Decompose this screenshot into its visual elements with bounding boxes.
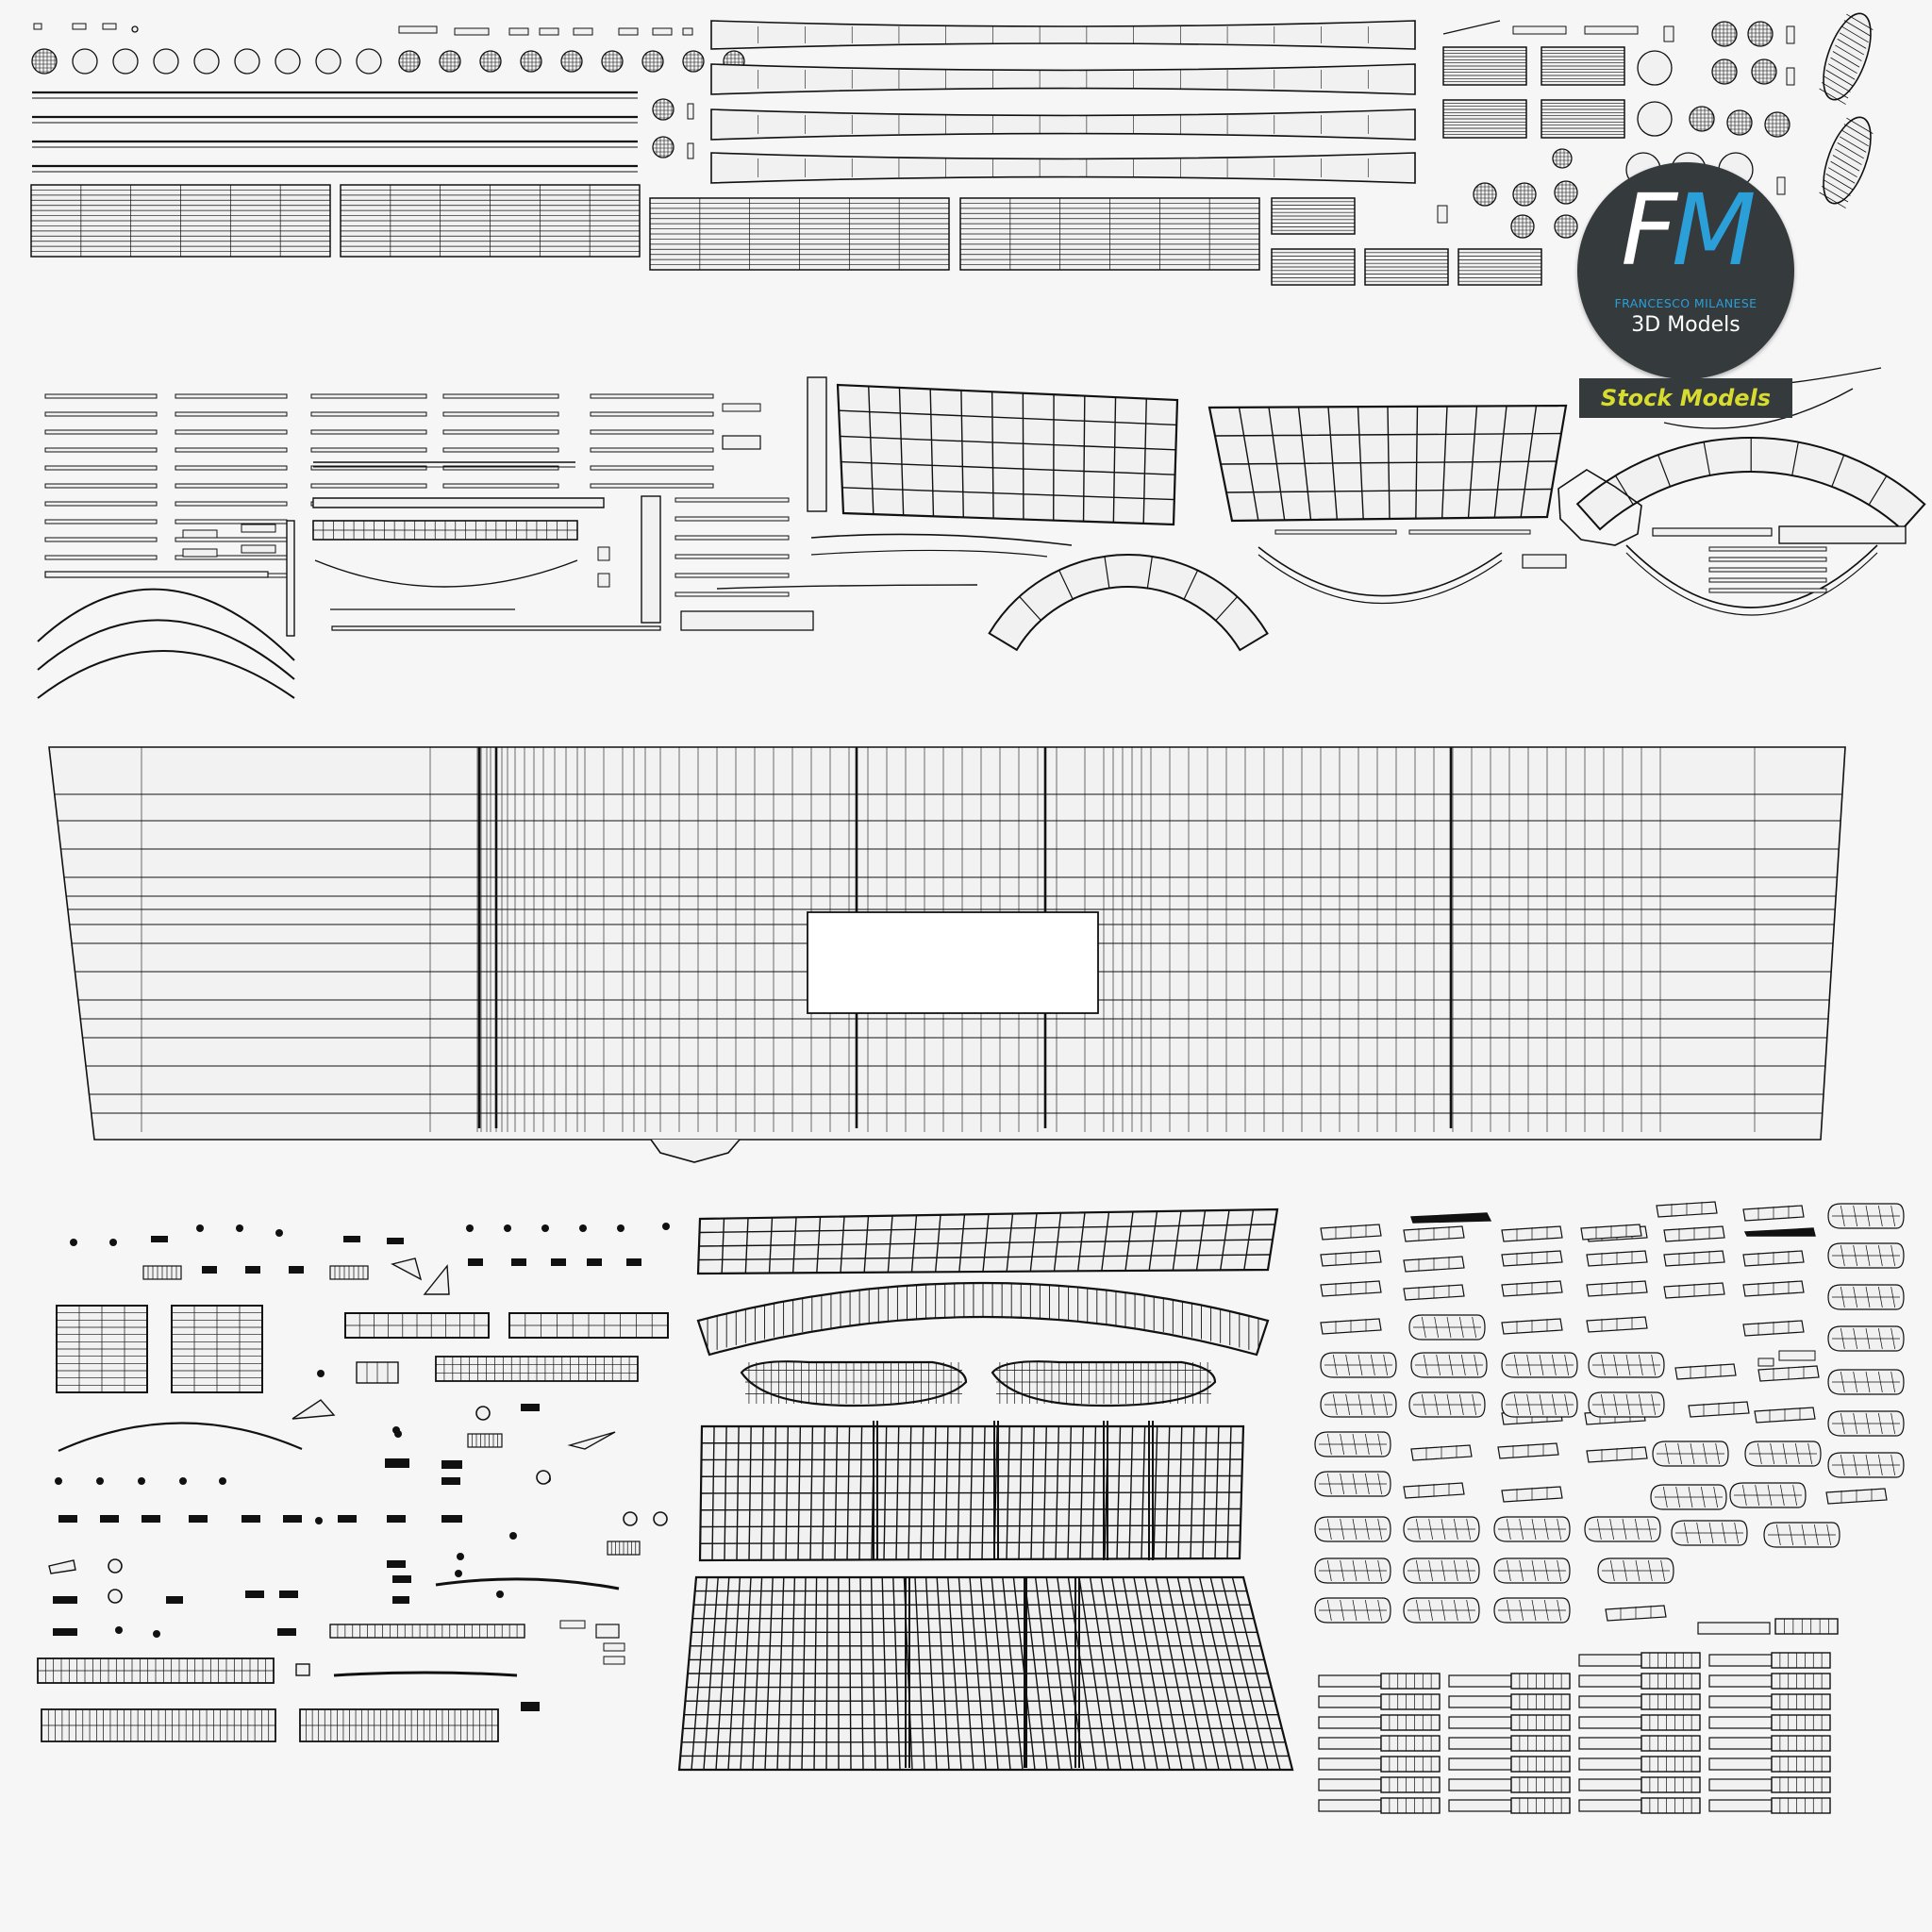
uv-shell-block <box>277 1628 296 1636</box>
uv-strip <box>717 585 977 589</box>
uv-shell <box>808 912 1098 1013</box>
uv-shell <box>73 24 86 29</box>
uv-shell <box>1275 530 1396 534</box>
uv-shell <box>45 484 157 488</box>
uv-shell-block <box>521 1702 540 1711</box>
uv-shell <box>1511 1736 1570 1751</box>
uv-strip <box>711 64 1415 94</box>
uv-shell-circle <box>1638 51 1672 85</box>
uv-shell <box>1641 1777 1700 1792</box>
uv-strip <box>436 1579 619 1589</box>
uv-shell <box>1641 1736 1700 1751</box>
uv-shell-dot <box>662 1223 670 1230</box>
uv-shell <box>598 574 609 587</box>
logo-monogram <box>1577 173 1794 288</box>
uv-strip <box>1443 21 1500 34</box>
uv-shell <box>688 143 693 158</box>
uv-shell <box>1579 1717 1641 1728</box>
uv-shell <box>675 555 789 558</box>
uv-shell-circle <box>194 49 219 74</box>
uv-shell <box>688 104 693 119</box>
uv-shell <box>1641 1798 1700 1813</box>
uv-shell <box>1641 1653 1700 1668</box>
uv-shell-block <box>142 1515 160 1523</box>
uv-shell <box>1709 578 1826 582</box>
uv-shell <box>45 412 157 416</box>
uv-shell <box>175 394 287 398</box>
uv-shell-circle <box>440 51 460 72</box>
uv-shell-dot <box>236 1224 243 1232</box>
uv-shell-circle <box>73 49 97 74</box>
uv-shell <box>598 547 609 560</box>
uv-shell-circle <box>316 49 341 74</box>
uv-shell <box>1511 1757 1570 1772</box>
uv-shell-block <box>441 1515 462 1523</box>
uv-shell-circle <box>235 49 259 74</box>
uv-shell <box>1449 1800 1511 1811</box>
uv-shell-dot <box>504 1224 511 1232</box>
uv-shell-dot <box>509 1532 517 1540</box>
uv-shell <box>1641 1715 1700 1730</box>
uv-strip <box>49 1560 75 1574</box>
uv-shell <box>641 496 660 623</box>
uv-shell <box>45 520 157 524</box>
uv-shell <box>1641 1757 1700 1772</box>
uv-shell <box>1709 568 1826 572</box>
uv-shell-block <box>279 1591 298 1598</box>
uv-shell-dot <box>315 1517 323 1524</box>
uv-shell <box>455 28 489 35</box>
uv-strip <box>811 550 1047 557</box>
uv-strip <box>292 1400 334 1419</box>
uv-shell-block <box>343 1236 360 1242</box>
uv-strip <box>1258 547 1502 596</box>
uv-shell-block <box>387 1560 406 1568</box>
uv-shell-block <box>100 1515 119 1523</box>
uv-shell-block <box>53 1596 77 1604</box>
uv-shell <box>681 611 813 630</box>
uv-shell-block <box>521 1404 540 1411</box>
uv-shell-circle <box>521 51 541 72</box>
uv-shell-circle <box>113 49 138 74</box>
uv-shell <box>1381 1777 1440 1792</box>
uv-shell <box>683 28 692 35</box>
uv-strip <box>38 620 294 679</box>
uv-strip <box>58 1423 302 1451</box>
uv-shell-dot <box>317 1370 325 1377</box>
uv-shell <box>1709 558 1826 561</box>
uv-shell-dot <box>466 1224 474 1232</box>
uv-shell <box>1698 1623 1770 1634</box>
uv-shell-circle <box>154 49 178 74</box>
uv-shell <box>443 448 558 452</box>
logo-letter-f: F <box>1621 173 1673 288</box>
uv-shell <box>723 436 760 449</box>
uv-shell <box>675 574 789 577</box>
uv-shell <box>183 549 217 557</box>
uv-shell <box>1523 555 1566 568</box>
uv-shell <box>399 26 437 33</box>
uv-shell-dot <box>275 1229 283 1237</box>
uv-shell-block <box>587 1258 602 1266</box>
uv-shell-circle <box>683 51 704 72</box>
uv-strip <box>392 1258 421 1279</box>
uv-shell <box>591 448 713 452</box>
uv-shell <box>1319 1738 1381 1749</box>
uv-shell-dot <box>457 1553 464 1560</box>
uv-shell-dot <box>196 1224 204 1232</box>
uv-strip <box>838 385 1177 525</box>
uv-shell <box>242 525 275 532</box>
uv-shell <box>596 1624 619 1638</box>
uv-shell-dot <box>394 1430 402 1438</box>
uv-shell <box>560 1621 585 1628</box>
uv-shell <box>175 448 287 452</box>
uv-shell <box>1779 1351 1815 1360</box>
uv-shell <box>1511 1777 1570 1792</box>
uv-shell <box>1772 1715 1830 1730</box>
uv-shell-block <box>392 1596 409 1604</box>
uv-shell <box>1381 1715 1440 1730</box>
uv-shell <box>1319 1696 1381 1707</box>
uv-strip <box>332 626 660 630</box>
uv-shell <box>175 466 287 470</box>
uv-shell-ring <box>624 1512 637 1525</box>
uv-shell-circle <box>653 137 674 158</box>
uv-shell <box>45 572 268 577</box>
uv-shell <box>1579 1758 1641 1770</box>
uv-shell <box>45 538 157 541</box>
uv-shell-dot <box>455 1570 462 1577</box>
uv-shell <box>591 484 713 488</box>
uv-shell-block <box>387 1238 404 1244</box>
logo-letter-m: M <box>1672 173 1751 288</box>
uv-strip <box>990 555 1268 650</box>
uv-strip <box>1626 545 1877 608</box>
logo-subtitle: 3D Models <box>1631 313 1740 337</box>
uv-shell <box>1579 1738 1641 1749</box>
uv-shell-ring <box>537 1471 550 1484</box>
uv-shell-circle <box>653 99 674 120</box>
uv-shell <box>675 498 789 502</box>
uv-shell <box>591 412 713 416</box>
uv-shell <box>242 545 275 553</box>
uv-shell <box>1709 1696 1772 1707</box>
uv-shell <box>591 466 713 470</box>
uv-shell <box>604 1657 625 1664</box>
uv-shell-dot <box>153 1630 160 1638</box>
uv-shell <box>509 28 528 35</box>
uv-shell-dot <box>96 1477 104 1485</box>
uv-shell <box>1579 1675 1641 1687</box>
uv-strip <box>1745 1228 1815 1236</box>
uv-shell <box>287 521 294 636</box>
uv-strip <box>651 1140 740 1162</box>
uv-shell <box>619 28 638 35</box>
uv-strip <box>711 153 1415 183</box>
uv-shell-block <box>392 1575 411 1583</box>
uv-strip <box>1411 1213 1491 1223</box>
uv-strip <box>38 590 294 660</box>
uv-shell <box>1449 1717 1511 1728</box>
uv-shell-circle <box>275 49 300 74</box>
uv-shell <box>311 430 426 434</box>
uv-shell <box>311 484 426 488</box>
uv-shell-block <box>189 1515 208 1523</box>
uv-shell <box>1585 26 1638 34</box>
uv-shell-dot <box>70 1239 77 1246</box>
uv-shell <box>1772 1798 1830 1813</box>
uv-shell <box>675 592 789 596</box>
uv-shell-block <box>245 1266 260 1274</box>
uv-shell-block <box>166 1596 183 1604</box>
uv-shell-block <box>338 1515 357 1523</box>
uv-shell <box>1381 1798 1440 1813</box>
uv-strip <box>811 534 1072 545</box>
uv-strip <box>711 109 1415 140</box>
uv-shell-dot <box>109 1239 117 1246</box>
uv-shell <box>1513 26 1566 34</box>
uv-shell <box>653 28 672 35</box>
uv-shell-ring <box>108 1590 122 1603</box>
uv-shell <box>1787 26 1794 43</box>
uv-shell <box>1772 1736 1830 1751</box>
uv-group-bottom-center <box>679 1209 1292 1770</box>
uv-shell-block <box>283 1515 302 1523</box>
uv-shell <box>1511 1798 1570 1813</box>
uv-shell <box>1579 1800 1641 1811</box>
uv-shell <box>183 530 217 538</box>
uv-shell-ring <box>476 1407 490 1420</box>
uv-shell <box>1772 1777 1830 1792</box>
uv-shell-dot <box>617 1224 625 1232</box>
uv-shell <box>1319 1758 1381 1770</box>
uv-shell-ring <box>108 1559 122 1573</box>
uv-shell-dot <box>219 1477 226 1485</box>
uv-shell <box>1449 1696 1511 1707</box>
uv-shell <box>1779 526 1906 543</box>
uv-shell <box>1438 206 1447 223</box>
uv-shell <box>1449 1738 1511 1749</box>
uv-shell <box>1772 1653 1830 1668</box>
uv-strip <box>315 560 577 587</box>
uv-shell <box>675 517 789 521</box>
uv-shell <box>1772 1694 1830 1709</box>
uv-shell <box>1319 1800 1381 1811</box>
uv-shell <box>1579 1779 1641 1790</box>
uv-shell <box>1709 547 1826 551</box>
uv-shell <box>1319 1779 1381 1790</box>
uv-shell <box>45 502 157 506</box>
uv-shell <box>311 412 426 416</box>
uv-shell <box>591 394 713 398</box>
uv-shell-circle <box>132 26 138 32</box>
uv-shell <box>1511 1674 1570 1689</box>
uv-shell <box>1449 1758 1511 1770</box>
uv-shell-circle <box>602 51 623 72</box>
uv-shell <box>311 394 426 398</box>
uv-strip <box>313 498 604 508</box>
uv-shell-block <box>551 1258 566 1266</box>
uv-shell <box>311 448 426 452</box>
stock-models-badge: Stock Models <box>1579 378 1792 418</box>
uv-group-bottom-right <box>1315 1202 1904 1813</box>
uv-shell <box>1709 1738 1772 1749</box>
uv-shell-block <box>385 1458 409 1468</box>
uv-strip <box>711 21 1415 49</box>
uv-shell <box>1579 1696 1641 1707</box>
uv-shell-block <box>468 1258 483 1266</box>
uv-shell-dot <box>579 1224 587 1232</box>
uv-shell-circle <box>399 51 420 72</box>
uv-shell <box>45 430 157 434</box>
uv-shell <box>1641 1674 1700 1689</box>
uv-shell-block <box>58 1515 77 1523</box>
uv-shell-dot <box>179 1477 187 1485</box>
uv-shell <box>1511 1694 1570 1709</box>
uv-shell-dot <box>496 1591 504 1598</box>
brand-logo <box>1577 162 1794 379</box>
uv-shell <box>1709 1758 1772 1770</box>
uv-shell <box>443 412 558 416</box>
uv-shell-ring <box>654 1512 667 1525</box>
uv-shell <box>675 536 789 540</box>
uv-shell <box>175 538 287 541</box>
uv-shell <box>296 1664 309 1675</box>
uv-shell <box>591 430 713 434</box>
uv-shell <box>1409 530 1530 534</box>
uv-shell <box>45 448 157 452</box>
uv-strip <box>570 1432 615 1449</box>
uv-shell-block <box>202 1266 217 1274</box>
uv-shell-block <box>242 1515 260 1523</box>
uv-shell <box>1579 1655 1641 1666</box>
uv-shell <box>175 502 287 506</box>
uv-shell <box>1319 1675 1381 1687</box>
uv-shell-circle <box>642 51 663 72</box>
uv-shell <box>1449 1779 1511 1790</box>
uv-shell-block <box>441 1477 460 1485</box>
uv-shell <box>1511 1715 1570 1730</box>
uv-shell <box>443 484 558 488</box>
uv-shell <box>1319 1717 1381 1728</box>
uv-shell <box>1449 1675 1511 1687</box>
uv-shell <box>45 556 157 559</box>
uv-shell-dot <box>541 1224 549 1232</box>
uv-shell <box>175 430 287 434</box>
uv-shell <box>1787 68 1794 85</box>
uv-shell <box>604 1643 625 1651</box>
uv-shell <box>1381 1757 1440 1772</box>
uv-shell <box>574 28 592 35</box>
uv-shell-block <box>441 1460 462 1469</box>
uv-shell <box>1381 1674 1440 1689</box>
uv-shell <box>175 412 287 416</box>
uv-shell-dot <box>115 1626 123 1634</box>
uv-shell <box>175 484 287 488</box>
uv-shell-block <box>151 1236 168 1242</box>
uv-shell <box>723 404 760 411</box>
uv-shell-dot <box>55 1477 62 1485</box>
uv-shell <box>1772 1674 1830 1689</box>
uv-shell <box>1653 528 1772 536</box>
uv-shell-circle <box>1638 102 1672 136</box>
uv-shell <box>1709 1655 1772 1666</box>
uv-shell-circle <box>1553 149 1572 168</box>
uv-group-bottom-left <box>38 1223 670 1741</box>
uv-shell-block <box>387 1515 406 1523</box>
uv-shell <box>103 24 116 29</box>
uv-shell <box>1758 1358 1774 1366</box>
uv-shell <box>1709 1779 1772 1790</box>
uv-shell-block <box>245 1591 264 1598</box>
uv-strip <box>334 1673 517 1675</box>
uv-shell <box>1709 589 1826 592</box>
uv-shell-block <box>289 1266 304 1274</box>
uv-shell <box>1381 1736 1440 1751</box>
uv-shell <box>175 520 287 524</box>
uv-shell <box>1709 1717 1772 1728</box>
uv-shell <box>34 24 42 29</box>
uv-shell-circle <box>561 51 582 72</box>
uv-shell-block <box>626 1258 641 1266</box>
uv-shell-block <box>511 1258 526 1266</box>
uv-shell-circle <box>357 49 381 74</box>
uv-main-panel <box>49 747 1845 1162</box>
uv-shell <box>1709 1800 1772 1811</box>
uv-shell <box>1775 1619 1838 1634</box>
uv-strip <box>1626 553 1877 615</box>
uv-shell <box>45 394 157 398</box>
uv-shell <box>1641 1694 1700 1709</box>
uv-shell <box>443 430 558 434</box>
uv-shell <box>808 377 826 511</box>
uv-strip <box>425 1266 449 1294</box>
uv-shell <box>1772 1757 1830 1772</box>
uv-shell <box>540 28 558 35</box>
uv-shell-circle <box>480 51 501 72</box>
uv-shell <box>1664 26 1674 42</box>
uv-shell <box>443 394 558 398</box>
uv-strip <box>38 651 294 698</box>
logo-brand-name: FRANCESCO MILANESE <box>1614 296 1757 310</box>
uv-shell-dot <box>138 1477 145 1485</box>
uv-shell <box>1381 1694 1440 1709</box>
uv-shell-block <box>53 1628 77 1636</box>
uv-shell <box>1709 1675 1772 1687</box>
uv-shell <box>45 466 157 470</box>
